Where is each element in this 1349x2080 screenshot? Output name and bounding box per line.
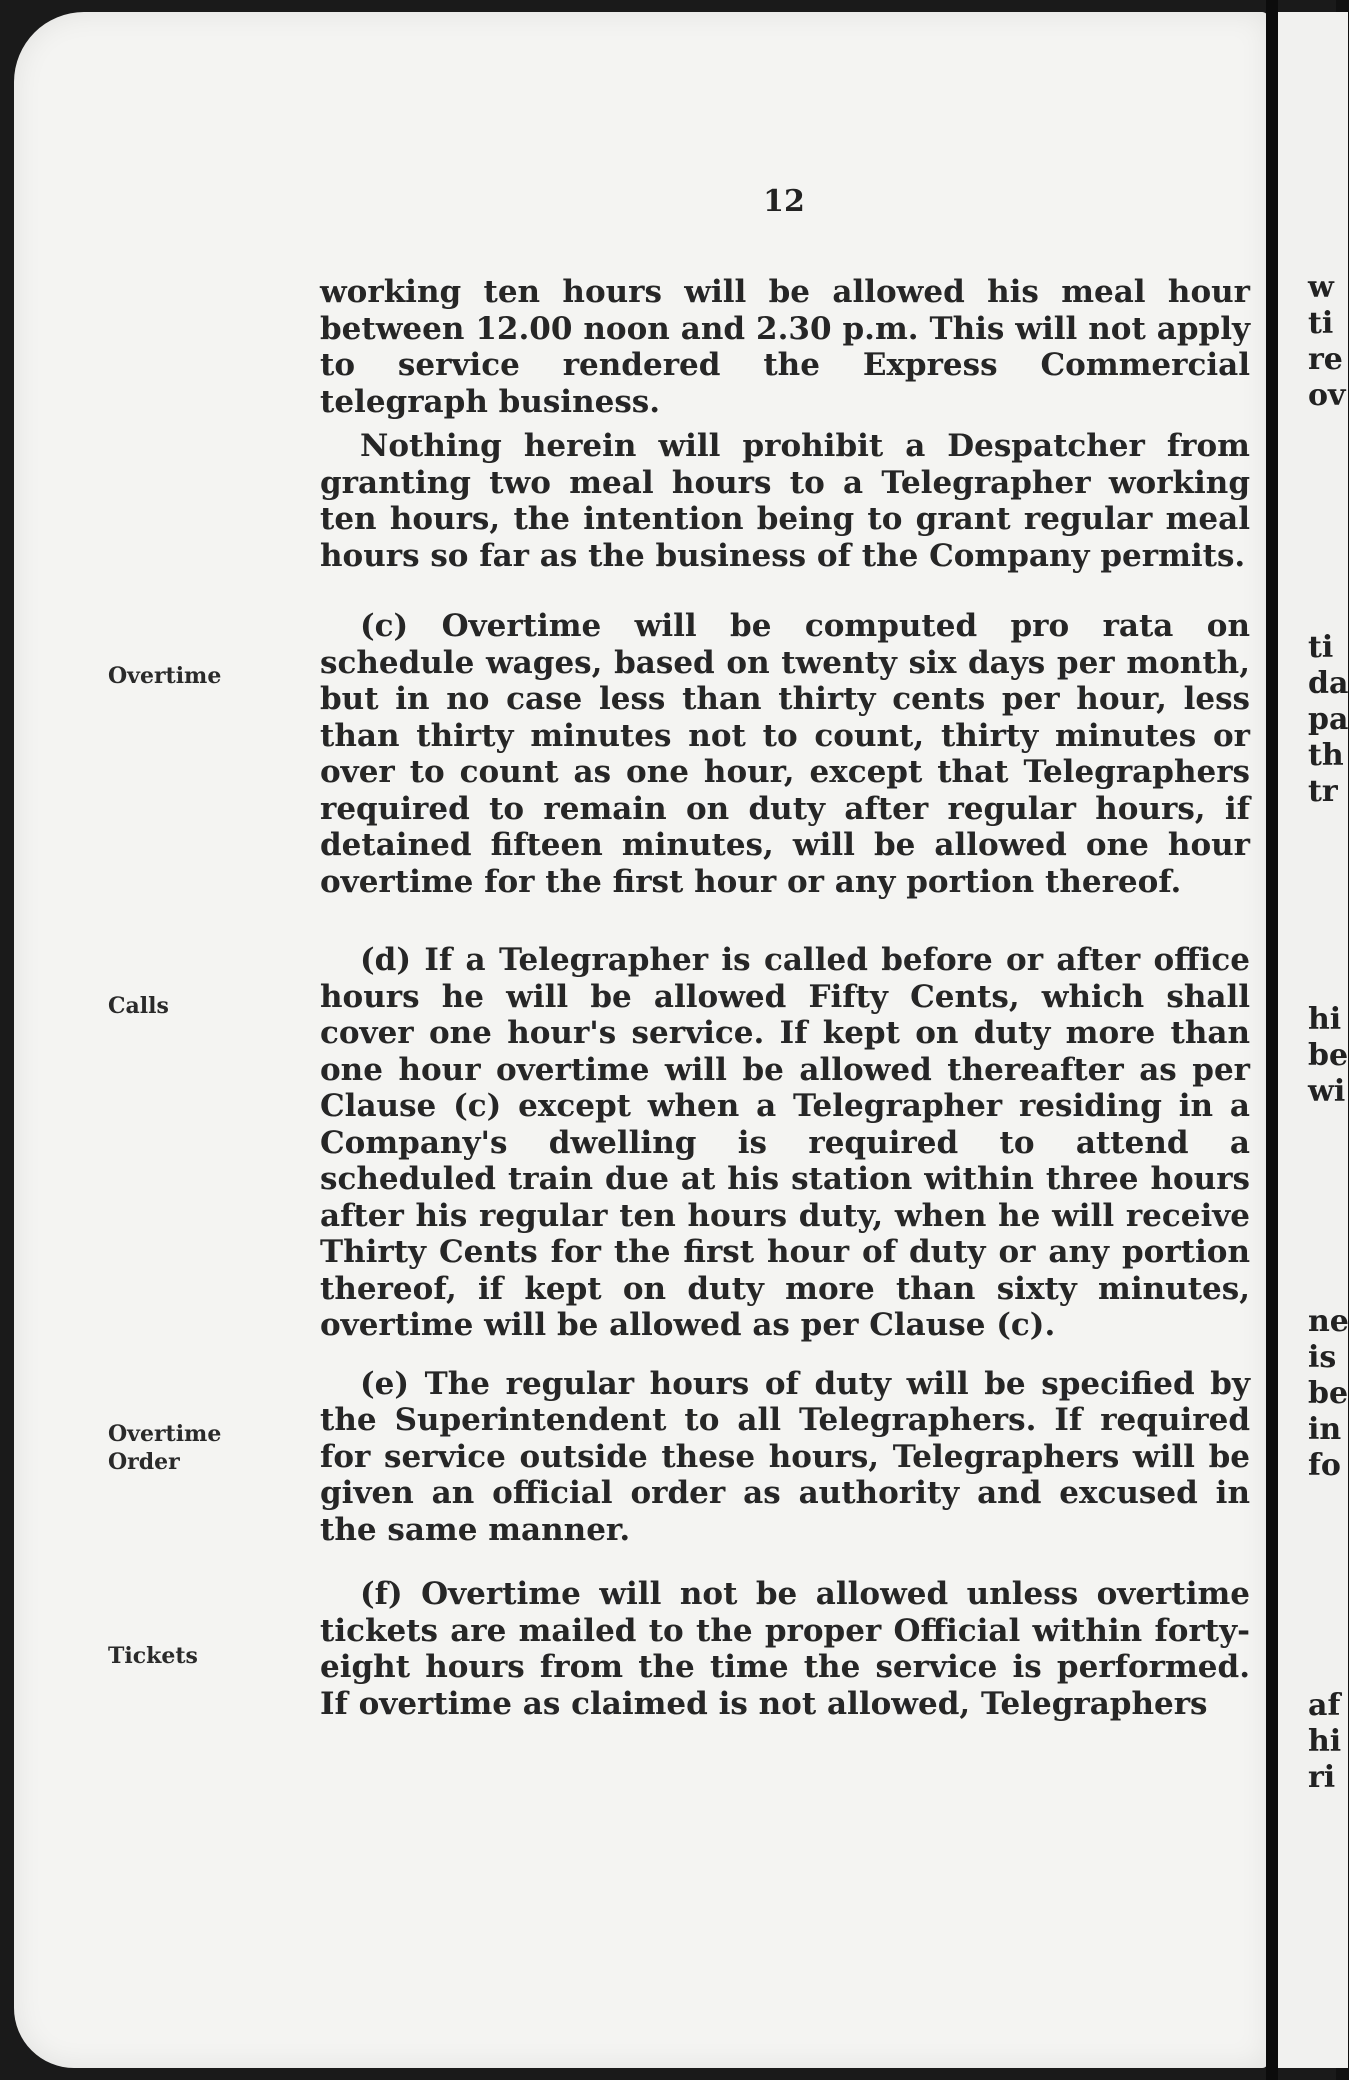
margin-label-tickets: Tickets [108, 1643, 198, 1669]
facing-line: be [1308, 1038, 1349, 1073]
facing-line: wi [1308, 1074, 1346, 1109]
facing-line: fo [1308, 1448, 1341, 1483]
facing-line: hi [1308, 1002, 1342, 1037]
clause-f-tickets: (f) Overtime will not be allowed unless overtime tickets are mailed to the proper Official within forty-eight hours from the time the service is performed. If overtime as claimed is not allowed, Telegraphers [320, 1576, 1250, 1722]
page-body [320, 274, 1250, 1730]
facing-page-edge [1278, 12, 1348, 2068]
facing-line: th [1308, 738, 1344, 773]
facing-line: ti [1308, 306, 1334, 341]
margin-label-overtime-order: Overtime Order [108, 1421, 222, 1475]
facing-line: re [1308, 342, 1343, 377]
book-page [14, 12, 1268, 2068]
clause-d-calls: (d) If a Telegrapher is called before or after office hours he will be allowed Fifty Cents, which shall cover one hour's service. If kept on duty more than one hour overtime will be allowed thereafter as per Clause (c) except when a Telegrapher residing in a Company's dwelling is required to attend a scheduled train due at his station within three hours after his regular ten hours duty, when he will receive Thirty Cents for the first hour of duty or any portion thereof, if kept on duty more than sixty minutes, overtime will be allowed as per Clause (c). [320, 942, 1250, 1343]
book-spine [1266, 0, 1278, 2080]
clause-c-overtime: (c) Overtime will be computed pro rata on schedule wages, based on twenty six days per month, but in no case less than thirty cents per hour, less than thirty minutes not to count, thirty minutes or over to count as one hour, except that Telegraphers required to remain on duty after regular hours, if detained fifteen minutes, will be allowed one hour overtime for the first hour or any portion thereof. [320, 608, 1250, 900]
page-number: 12 [763, 184, 805, 219]
facing-line: tr [1308, 774, 1338, 809]
paragraph-meal-hours: Nothing herein will prohibit a Despatcher from granting two meal hours to a Telegrapher working ten hours, the intention being to grant regular meal hours so far as the business of the Company permits. [320, 428, 1250, 574]
facing-line: ri [1308, 1760, 1336, 1795]
paragraph-meal-hour-continued: working ten hours will be allowed his meal hour between 12.00 noon and 2.30 p.m. This will not apply to service rendered the Express Commercial telegraph business. [320, 274, 1250, 420]
facing-line: af [1308, 1688, 1341, 1723]
facing-line: in [1308, 1412, 1342, 1447]
clause-e-overtime-order: (e) The regular hours of duty will be specified by the Superintendent to all Telegraphers. If required for service outside these hours, Telegraphers will be given an official order as authority and excused in the same manner. [320, 1365, 1250, 1548]
facing-line: pa [1308, 702, 1349, 737]
facing-line: w [1308, 270, 1334, 305]
facing-line: ov [1308, 378, 1346, 413]
margin-label-calls: Calls [108, 993, 169, 1019]
facing-line: be [1308, 1376, 1349, 1411]
facing-line: da [1308, 666, 1349, 701]
facing-line: ti [1308, 630, 1334, 665]
facing-line: ne [1308, 1304, 1349, 1339]
facing-line: is [1308, 1340, 1337, 1375]
margin-label-overtime: Overtime [108, 663, 222, 689]
facing-line: hi [1308, 1724, 1342, 1759]
